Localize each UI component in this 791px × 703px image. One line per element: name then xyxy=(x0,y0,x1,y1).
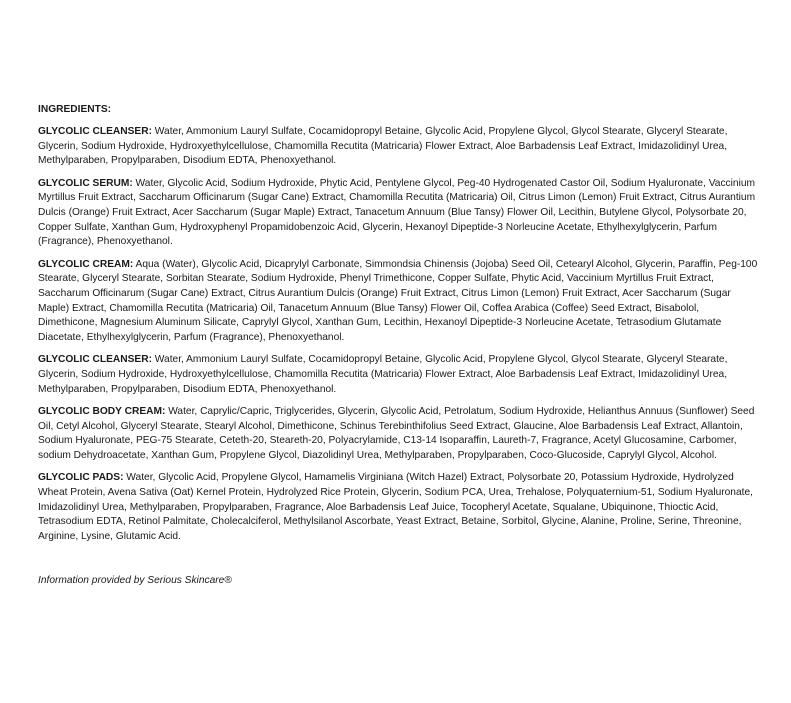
section-text: Water, Ammonium Lauryl Sulfate, Cocamidopropyl Betaine, Glycolic Acid, Propylene Glycol, Glycol Stearate, Glyceryl Stearate, Glycerin, Sodium Hydroxide, Hydroxyethylcellulose, Chamomilla Recutita (Matricaria) Flower Extract, Aloe Barbadensis Leaf Extract, Imidazolidinyl Urea, Methylparaben, Propylparaben, Disodium EDTA, Phenoxyethanol. xyxy=(38,126,728,167)
section-text: Aqua (Water), Glycolic Acid, Dicaprylyl Carbonate, Simmondsia Chinensis (Jojoba) Seed Oil, Cetearyl Alcohol, Glycerin, Paraffin, Peg-100 Stearate, Glyceryl Stearate, Sorbitan Stearate, Sodium Hydroxide, Phenyl Trimethicone, Copper Sulfate, Phytic Acid, Vaccinium Myrtillus Fruit Extract, Saccharum Officinarum (Sugar Cane) Extract, Citrus Aurantium Dulcis (Orange) Fruit Extract, Citrus Limon (Lemon) Fruit Extract, Acer Saccharum (Sugar Maple) Extract, Chamomilla Recutita (Matricaria) Oil, Tanacetum Annuum (Blue Tansy) Flower Oil, Coffea Arabica (Coffee) Seed Extract, Bisabolol, Dimethicone, Magnesium Aluminum Silicate, Caprylyl Glycol, Xanthan Gum, Lecithin, Hexanoyl Dipeptide-3 Norleucine Acetate, Tetrasodium Glutamate Diacetate, Ethylhexylglycerin, Parfum (Fragrance), Phenoxyethanol. xyxy=(38,258,758,343)
source-footnote: Information provided by Serious Skincare® xyxy=(38,575,232,587)
section-glycolic-cleanser xyxy=(38,125,760,169)
section-label: GLYCOLIC BODY CREAM: xyxy=(38,406,166,418)
section-glycolic-cream xyxy=(38,258,760,346)
section-glycolic-serum xyxy=(38,177,760,250)
section-glycolic-pads xyxy=(38,471,760,544)
section-label: GLYCOLIC CLEANSER: xyxy=(38,126,152,137)
ingredients-heading: INGREDIENTS: xyxy=(38,104,112,115)
section-text: Water, Caprylic/Capric, Triglycerides, Glycerin, Glycolic Acid, Petrolatum, Sodium Hydroxide, Helianthus Annuus (Sunflower) Seed Oil, Cetyl Alcohol, Glyceryl Stearate, Stearyl Alcohol, Dimethicone, Schinus Terebinthifolius Seed Extract, Glaucine, Aloe Barbadensis Leaf Extract, Allantoin, Sodium Hyaluronate, PEG-75 Stearate, Ceteth-20, Steareth-20, Polyacrylamide, C13-14 Isoparaffin, Laureth-7, Fragrance, Acetyl Glucosamine, Carbomer, sodium Dehydroacetate, Xanthan Gum, Propylene Glycol, Diazolidinyl Urea, Methylparaben, Propylparaben, Coco-Glucoside, Caprylyl Glycol, Alcohol. xyxy=(38,406,755,461)
section-text: Water, Ammonium Lauryl Sulfate, Cocamidopropyl Betaine, Glycolic Acid, Propylene Glycol, Glycol Stearate, Glyceryl Stearate, Glycerin, Sodium Hydroxide, Hydroxyethylcellulose, Chamomilla Recutita (Matricaria) Flower Extract, Aloe Barbadensis Leaf Extract, Imidazolidinyl Urea, Methylparaben, Propylparaben, Disodium EDTA, Phenoxyethanol. xyxy=(38,354,728,395)
section-glycolic-body-cream xyxy=(38,405,760,463)
section-label: GLYCOLIC CREAM: xyxy=(38,258,134,270)
section-label: GLYCOLIC PADS: xyxy=(38,472,124,484)
section-text: Water, Glycolic Acid, Propylene Glycol, Hamamelis Virginiana (Witch Hazel) Extract, Polysorbate 20, Potassium Hydroxide, Hydrolyzed Wheat Protein, Avena Sativa (Oat) Kernel Protein, Hydrolyzed Rice Protein, Glycerin, Sodium PCA, Urea, Trehalose, Polyquaternium-51, Sodium Hyaluronate, Imidazolidinyl Urea, Methylparaben, Propylparaben, Fragrance, Aloe Barbadensis Leaf Juice, Tocopheryl Acetate, Squalane, Ubiquinone, Thioctic Acid, Tetrasodium EDTA, Retinol Palmitate, Cholecalciferol, Methylsilanol Ascorbate, Yeast Extract, Betaine, Sorbitol, Glycine, Alanine, Proline, Serine, Threonine, Arginine, Lysine, Glutamic Acid. xyxy=(38,472,753,542)
ingredients-document xyxy=(38,103,760,588)
section-text: Water, Glycolic Acid, Sodium Hydroxide, Phytic Acid, Pentylene Glycol, Peg-40 Hydrogenated Castor Oil, Sodium Hyaluronate, Vaccinium Myrtillus Fruit Extract, Saccharum Officinarum (Sugar Cane) Extract, Chamomilla Recutita (Matricaria) Oil, Citrus Limon (Lemon) Fruit Extract, Citrus Aurantium Dulcis (Orange) Fruit Extract, Acer Saccharum (Sugar Maple) Extract, Tanacetum Annuum (Blue Tansy) Flower Oil, Lecithin, Butylene Glycol, Polysorbate 20, Copper Sulfate, Xanthan Gum, Hydroxyphenyl Propamidobenzoic Acid, Glycerin, Hexanoyl Dipeptide-3 Norleucine Acetate, Ethylhexylglycerin, Parfum (Fragrance), Phenoxyethanol. xyxy=(38,177,756,248)
section-label: GLYCOLIC SERUM: xyxy=(38,177,133,189)
section-label: GLYCOLIC CLEANSER: xyxy=(38,354,152,366)
section-glycolic-cleanser-repeat xyxy=(38,353,760,397)
